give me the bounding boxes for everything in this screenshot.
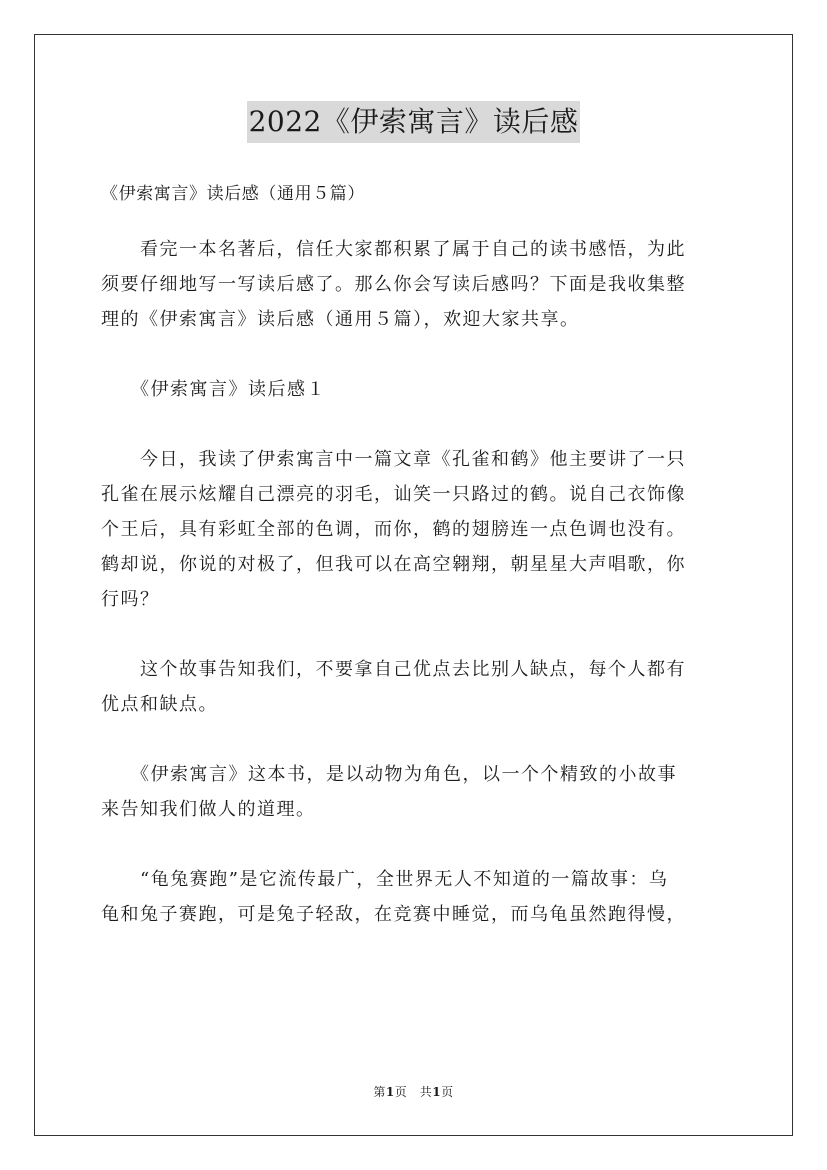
footer-page-total: 1 xyxy=(432,1085,442,1099)
paragraph xyxy=(101,372,727,407)
paragraph-line: 须要仔细地写一写读后感了。那么你会写读后感吗？下面是我收集整 xyxy=(101,274,686,295)
paragraph-line: 行吗？ xyxy=(101,589,160,610)
footer-page-number: 1 xyxy=(385,1085,395,1099)
footer-page-suffix: 页 xyxy=(441,1085,454,1099)
paragraph-line: 《伊索寓言》读后感１ xyxy=(101,379,326,400)
title-container xyxy=(0,101,827,143)
paragraph xyxy=(101,757,727,827)
paragraph-line: 理的《伊索寓言》读后感（通用５篇），欢迎大家共享。 xyxy=(101,309,580,330)
paragraph-line: 龟和兔子赛跑，可是兔子轻敌，在竞赛中睡觉，而乌龟虽然跑得慢， xyxy=(101,904,686,925)
page-footer xyxy=(0,1082,827,1102)
footer-page-prefix: 第 xyxy=(373,1085,386,1099)
paragraph-line: 这个故事告知我们，不要拿自己优点去比别人缺点，每个人都有 xyxy=(101,659,686,680)
paragraph-line: 今日，我读了伊索寓言中一篇文章《孔雀和鹤》他主要讲了一只 xyxy=(101,449,686,470)
document-title: 2022《伊索寓言》读后感 xyxy=(247,101,581,143)
paragraph xyxy=(101,232,727,337)
paragraph-line: 优点和缺点。 xyxy=(101,694,218,715)
paragraph xyxy=(101,442,727,617)
footer-page-mid: 页 共 xyxy=(394,1085,433,1099)
document-subtitle: 《伊索寓言》读后感（通用５篇） xyxy=(101,184,365,204)
paragraph-line: 鹤却说，你说的对极了，但我可以在高空翱翔，朝星星大声唱歌，你 xyxy=(101,554,686,575)
document-body xyxy=(101,232,727,967)
paragraph-line: “龟兔赛跑”是它流传最广，全世界无人不知道的一篇故事：乌 xyxy=(101,869,669,890)
paragraph xyxy=(101,862,727,932)
paragraph-line: 看完一本名著后，信任大家都积累了属于自己的读书感悟，为此 xyxy=(101,239,686,260)
paragraph-line: 孔雀在展示炫耀自己漂亮的羽毛，讪笑一只路过的鹤。说自己衣饰像 xyxy=(101,484,686,505)
paragraph-line: 个王后，具有彩虹全部的色调，而你，鹤的翅膀连一点色调也没有。 xyxy=(101,519,686,540)
paragraph-line: 来告知我们做人的道理。 xyxy=(101,799,316,820)
paragraph-line: 《伊索寓言》这本书，是以动物为角色，以一个个精致的小故事 xyxy=(101,764,677,785)
paragraph xyxy=(101,652,727,722)
